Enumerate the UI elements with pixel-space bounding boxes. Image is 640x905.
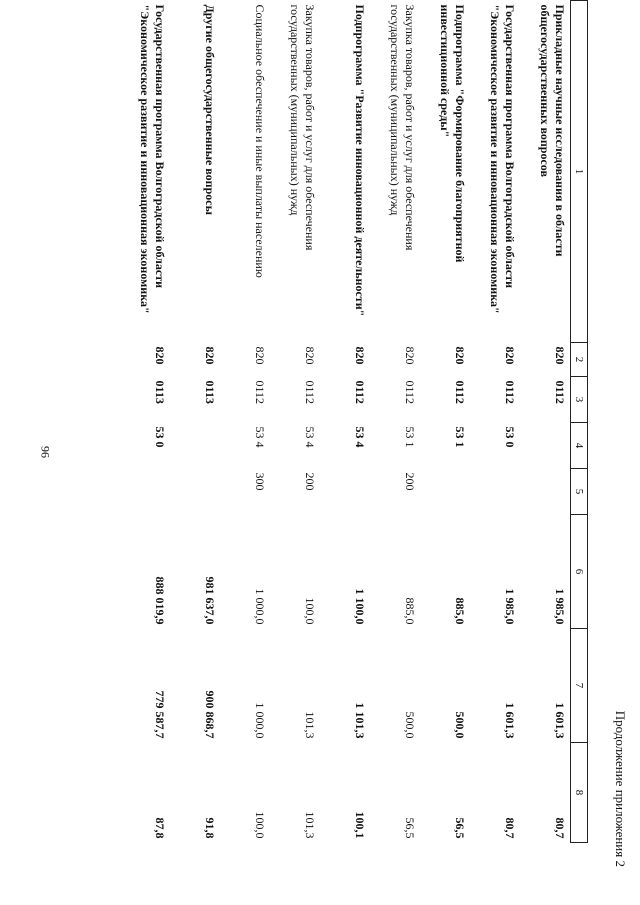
budget-table xyxy=(120,0,588,843)
percent-cell: 56,5 xyxy=(403,817,417,839)
planned-amount-cell: 1 985,0 xyxy=(553,588,567,625)
planned-amount-cell: 885,0 xyxy=(453,597,467,625)
planned-amount-cell: 100,0 xyxy=(303,597,317,625)
table-row xyxy=(220,1,270,843)
actual-amount-cell: 500,0 xyxy=(403,711,417,739)
planned-amount-cell: 1 985,0 xyxy=(503,588,517,625)
program-code-cell xyxy=(520,423,571,469)
table-row xyxy=(470,1,520,843)
actual-amount-cell: 779 587,7 xyxy=(153,690,167,739)
program-code-cell: 53 4 xyxy=(303,426,317,448)
actual-amount-cell: 101,3 xyxy=(303,711,317,739)
percent-cell: 100,0 xyxy=(253,811,267,839)
admin-code-cell: 820 xyxy=(203,346,217,365)
section-code-cell: 0112 xyxy=(403,380,417,405)
percent-cell: 91,8 xyxy=(203,817,217,839)
percent-cell: 56,5 xyxy=(453,817,467,839)
expense-type-cell xyxy=(470,469,520,515)
table-body xyxy=(120,1,571,843)
percent-cell: 80,7 xyxy=(553,817,567,839)
item-name-cell: Прикладные научные исследования в области общегосударственных вопросов xyxy=(538,4,567,257)
program-code-cell: 53 0 xyxy=(503,426,517,448)
program-code-cell: 53 1 xyxy=(453,426,467,448)
actual-amount-cell: 1 000,0 xyxy=(253,702,267,739)
item-name-cell: Государственная программа Волгоградской области "Экономическое развитие и инновационная экономика" xyxy=(488,4,517,314)
admin-code-cell: 820 xyxy=(503,346,517,365)
table-row xyxy=(170,1,220,843)
program-code-cell: 53 4 xyxy=(353,426,367,448)
table-row xyxy=(370,1,420,843)
item-name-cell: Социальное обеспечение и иные выплаты населению xyxy=(253,4,267,278)
percent-cell: 87,8 xyxy=(153,817,167,839)
program-code-cell: 53 1 xyxy=(403,426,417,448)
column-header: 6 xyxy=(571,515,588,629)
rotated-page xyxy=(68,0,640,905)
item-name-cell: Другие общегосударственные вопросы xyxy=(203,4,217,215)
section-code-cell: 0112 xyxy=(253,380,267,405)
percent-cell: 80,7 xyxy=(503,817,517,839)
admin-code-cell: 820 xyxy=(453,346,467,365)
admin-code-cell: 820 xyxy=(253,346,267,365)
table-header-row xyxy=(571,1,588,843)
actual-amount-cell: 1 601,3 xyxy=(503,702,517,739)
actual-amount-cell: 500,0 xyxy=(453,711,467,739)
expense-type-cell xyxy=(320,469,370,515)
column-header: 4 xyxy=(571,423,588,469)
actual-amount-cell: 1 101,3 xyxy=(353,702,367,739)
item-name-cell: Подпрограмма "Развитие инновационной деятельности" xyxy=(353,4,367,317)
expense-type-cell xyxy=(120,469,170,515)
expense-type-cell: 300 xyxy=(253,472,267,491)
column-header: 2 xyxy=(571,343,588,377)
column-header: 5 xyxy=(571,469,588,515)
section-code-cell: 0112 xyxy=(353,380,367,404)
program-code-cell: 53 4 xyxy=(253,426,267,448)
table-row xyxy=(270,1,320,843)
section-code-cell: 0112 xyxy=(503,380,517,404)
section-code-cell: 0113 xyxy=(203,380,217,404)
admin-code-cell: 820 xyxy=(403,346,417,365)
actual-amount-cell: 1 601,3 xyxy=(553,702,567,739)
expense-type-cell: 200 xyxy=(403,472,417,491)
planned-amount-cell: 888 019,9 xyxy=(153,576,167,625)
planned-amount-cell: 885,0 xyxy=(403,597,417,625)
table-row xyxy=(520,1,571,843)
section-code-cell: 0112 xyxy=(303,380,317,405)
planned-amount-cell: 1 000,0 xyxy=(253,588,267,625)
actual-amount-cell: 900 868,7 xyxy=(203,690,217,739)
expense-type-cell xyxy=(170,469,220,515)
item-name-cell: Подпрограмма "Формирование благоприятной инвестиционной среды" xyxy=(438,4,467,263)
table-row xyxy=(420,1,470,843)
table-row xyxy=(120,1,170,843)
item-name-cell: Государственная программа Волгоградской области "Экономическое развитие и инновационная экономика" xyxy=(138,4,167,314)
section-code-cell: 0112 xyxy=(553,380,567,404)
column-header: 1 xyxy=(571,1,588,343)
admin-code-cell: 820 xyxy=(553,346,567,365)
program-code-cell xyxy=(170,423,220,469)
planned-amount-cell: 1 100,0 xyxy=(353,588,367,625)
section-code-cell: 0113 xyxy=(153,380,167,404)
admin-code-cell: 820 xyxy=(353,346,367,365)
column-header: 8 xyxy=(571,743,588,843)
planned-amount-cell: 981 637,0 xyxy=(203,576,217,625)
page-number: 96 xyxy=(38,446,53,458)
column-header: 3 xyxy=(571,377,588,423)
expense-type-cell xyxy=(520,469,571,515)
column-header: 7 xyxy=(571,629,588,743)
expense-type-cell xyxy=(420,469,470,515)
percent-cell: 100,1 xyxy=(353,811,367,839)
item-name-cell: Закупка товаров, работ и услуг для обеспечения государственных (муниципальных) нужд xyxy=(288,4,317,251)
section-code-cell: 0112 xyxy=(453,380,467,404)
item-name-cell: Закупка товаров, работ и услуг для обеспечения государственных (муниципальных) нужд xyxy=(388,4,417,251)
table-row xyxy=(320,1,370,843)
expense-type-cell: 200 xyxy=(303,472,317,491)
program-code-cell: 53 0 xyxy=(153,426,167,448)
admin-code-cell: 820 xyxy=(303,346,317,365)
appendix-caption: Продолжение приложения 2 xyxy=(613,710,628,867)
percent-cell: 101,3 xyxy=(303,811,317,839)
admin-code-cell: 820 xyxy=(153,346,167,365)
